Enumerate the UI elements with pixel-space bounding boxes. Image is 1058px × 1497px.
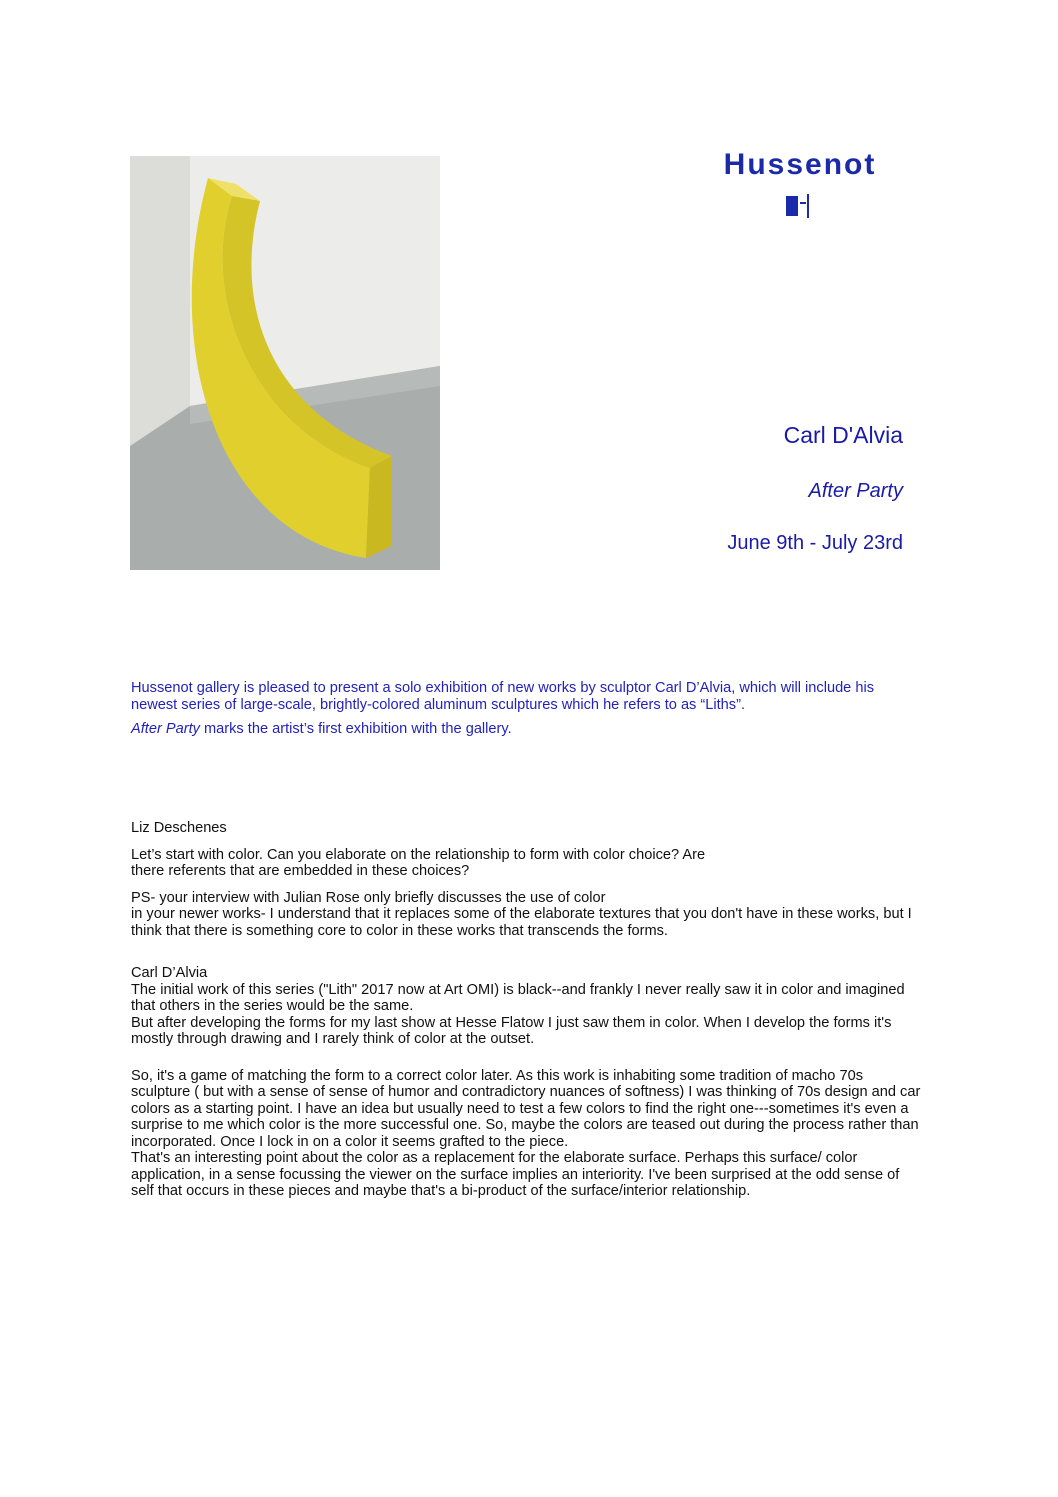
speaker-name: Carl D’Alvia (131, 965, 208, 981)
answer-text: But after developing the forms for my last show at Hesse Flatow I just saw them in color. When I develop the forms it's mostly through drawing and I rarely think of color at the outset. (131, 1014, 892, 1047)
intro-paragraph-2-text: marks the artist’s first exhibition with the gallery. (199, 721, 512, 737)
ps-line: PS- your interview with Julian Rose only briefly discusses the use of color (131, 889, 606, 906)
answer-text: The initial work of this series ("Lith" 2017 now at Art OMI) is black--and frankly I never really saw it in color and imagined that others in the series would be the same. (131, 981, 905, 1014)
gallery-logo: Hussenot (723, 148, 877, 181)
artwork-photo (130, 156, 440, 570)
intro-paragraph-2 (131, 721, 921, 738)
speaker-name: Liz Deschenes (131, 820, 227, 836)
intro-title-ref: After Party (131, 721, 200, 737)
answer-text: That's an interesting point about the color as a replacement for the elaborate surface. Perhaps this surface/ color application, in a sense focussing the viewer on the surface implies an interiority. I've been surprised at the odd sense of self that occurs in these pieces and maybe that's a bi-product of the surface/interior relationship. (131, 1150, 900, 1199)
press-intro (131, 680, 921, 745)
answer-text: So, it's a game of matching the form to a correct color later. As this work is inhabiting some tradition of macho 70s sculpture ( but with a sense of sense of humor and contradictory nuances of softness) I was thinking of 70s design and car colors as a starting point. I have an idea but usually need to test a few colors to find the right one---sometimes it's even a surprise to me which color is the more successful one. So, maybe the colors are teased out during the process rather than incorporated. Once I lock in on a color it seems grafted to the piece. (131, 1067, 921, 1150)
artist-name: Carl D'Alvia (783, 422, 903, 448)
question-text: Let’s start with color. Can you elaborate on the relationship to form with color choice? Are there referents that are embedded in these choices? (131, 846, 706, 879)
sculpture-image (130, 156, 440, 570)
intro-paragraph: Hussenot gallery is pleased to present a solo exhibition of new works by sculptor Carl D’Alvia, which will include his newest series of large-scale, brightly-colored aluminum sculptures which he refers to as “Liths”. (131, 680, 875, 713)
exhibition-dates: June 9th - July 23rd (727, 532, 903, 554)
gallery-mark-icon (786, 194, 812, 223)
interview (131, 820, 921, 1200)
ps-text: in your newer works- I understand that it replaces some of the elaborate textures that you don't have in these works, but I think that there is something core to color in these works that transcends the forms. (131, 906, 912, 939)
exhibition-title: After Party (808, 480, 903, 502)
